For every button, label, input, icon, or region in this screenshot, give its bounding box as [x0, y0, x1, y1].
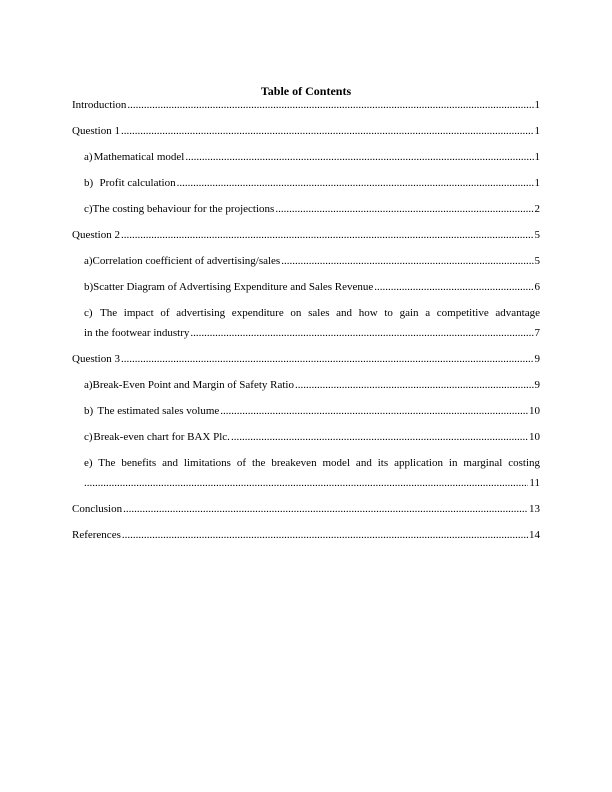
- toc-entry-2a[interactable]: [72, 255, 540, 268]
- toc-title: Table of Contents: [260, 84, 352, 98]
- toc-entry-1c[interactable]: [72, 203, 540, 216]
- toc-entry-references[interactable]: [72, 529, 540, 542]
- dot-leader: [123, 503, 528, 516]
- toc-entry-prefix: c): [84, 431, 93, 443]
- dot-leader: [275, 203, 533, 216]
- dot-leader: [121, 353, 534, 366]
- toc-entry-label: Break-Even Point and Margin of Safety Ratio: [92, 379, 294, 391]
- dot-leader: [84, 477, 528, 490]
- toc-entry-label: Conclusion: [72, 503, 123, 515]
- toc-entry-prefix: a): [84, 255, 93, 267]
- toc-entry-label: Profit calculation: [99, 177, 176, 189]
- toc-entry-3c[interactable]: [72, 431, 540, 444]
- toc-page-number: 10: [529, 405, 540, 417]
- toc-entry-question-1[interactable]: [72, 125, 540, 138]
- toc-entry-introduction[interactable]: [72, 99, 540, 112]
- toc-entry-prefix: c): [84, 307, 93, 319]
- dot-leader: [185, 151, 533, 164]
- toc-entry-question-3[interactable]: [72, 353, 540, 366]
- toc-page-number: 2: [534, 203, 540, 215]
- toc-entry-3b[interactable]: [72, 405, 540, 418]
- dot-leader: [177, 177, 534, 190]
- dot-leader: [122, 529, 528, 542]
- dot-leader: [281, 255, 533, 268]
- toc-entry-label: The costing behaviour for the projections: [92, 203, 275, 215]
- toc-entry-label: Break-even chart for BAX Plc.: [93, 431, 230, 443]
- toc-entry-1b[interactable]: [72, 177, 540, 190]
- toc-entry-label: Introduction: [72, 99, 127, 111]
- toc-entry-label: The impact of advertising expenditure on sales and how to gain a competitive advantage: [100, 307, 540, 319]
- toc-entry-prefix: b): [84, 405, 94, 417]
- toc-page-number: 9: [534, 379, 540, 391]
- toc-entry-label: Scatter Diagram of Advertising Expenditure and Sales Revenue: [93, 281, 374, 293]
- toc-entry-label: The estimated sales volume: [97, 405, 220, 417]
- dot-leader: [121, 229, 534, 242]
- toc-page-number: 10: [529, 431, 540, 443]
- toc-page-number: 9: [534, 353, 540, 365]
- toc-entry-label: References: [72, 529, 121, 541]
- toc-entry-prefix: a): [84, 379, 93, 391]
- toc-entry-label: Correlation coefficient of advertising/sales: [92, 255, 281, 267]
- toc-entry-label: Question 3: [72, 353, 120, 365]
- toc-page-number: 7: [534, 327, 540, 339]
- toc-entry-conclusion[interactable]: [72, 503, 540, 516]
- toc-entry-prefix: b): [84, 177, 94, 189]
- toc-entry-question-2[interactable]: [72, 229, 540, 242]
- dot-leader: [121, 125, 534, 138]
- toc-entry-1a[interactable]: [72, 151, 540, 164]
- toc-page-number: 14: [529, 529, 540, 541]
- toc-entry-prefix: b): [84, 281, 94, 293]
- toc-entry-label: Mathematical model: [93, 151, 185, 163]
- toc-entry-3e[interactable]: [72, 457, 540, 490]
- toc-page-number: 13: [529, 503, 540, 515]
- toc-page-number: 11: [529, 477, 540, 489]
- dot-leader: [295, 379, 534, 392]
- toc-page-number: 5: [534, 255, 540, 267]
- toc-page-number: 6: [534, 281, 540, 293]
- dot-leader: [231, 431, 528, 444]
- toc-entry-prefix: a): [84, 151, 93, 163]
- dot-leader: [190, 327, 533, 340]
- toc-entry-prefix: c): [84, 203, 93, 215]
- toc-page-number: 1: [534, 177, 540, 189]
- toc-entry-label: e) The benefits and limitations of the breakeven model and its application in marginal costing: [84, 457, 540, 469]
- toc-entry-label-continued: in the footwear industry: [84, 327, 190, 339]
- toc-entry-label: Question 1: [72, 125, 120, 137]
- dot-leader: [374, 281, 533, 294]
- toc-page-number: 1: [534, 125, 540, 137]
- toc-page-number: 1: [534, 99, 540, 111]
- dot-leader: [127, 99, 533, 112]
- dot-leader: [220, 405, 528, 418]
- toc-entry-2b[interactable]: [72, 281, 540, 294]
- toc-page-number: 1: [534, 151, 540, 163]
- toc-entry-3a[interactable]: [72, 379, 540, 392]
- toc-page-number: 5: [534, 229, 540, 241]
- toc-entry-label: Question 2: [72, 229, 120, 241]
- toc-entry-2c[interactable]: [72, 307, 540, 340]
